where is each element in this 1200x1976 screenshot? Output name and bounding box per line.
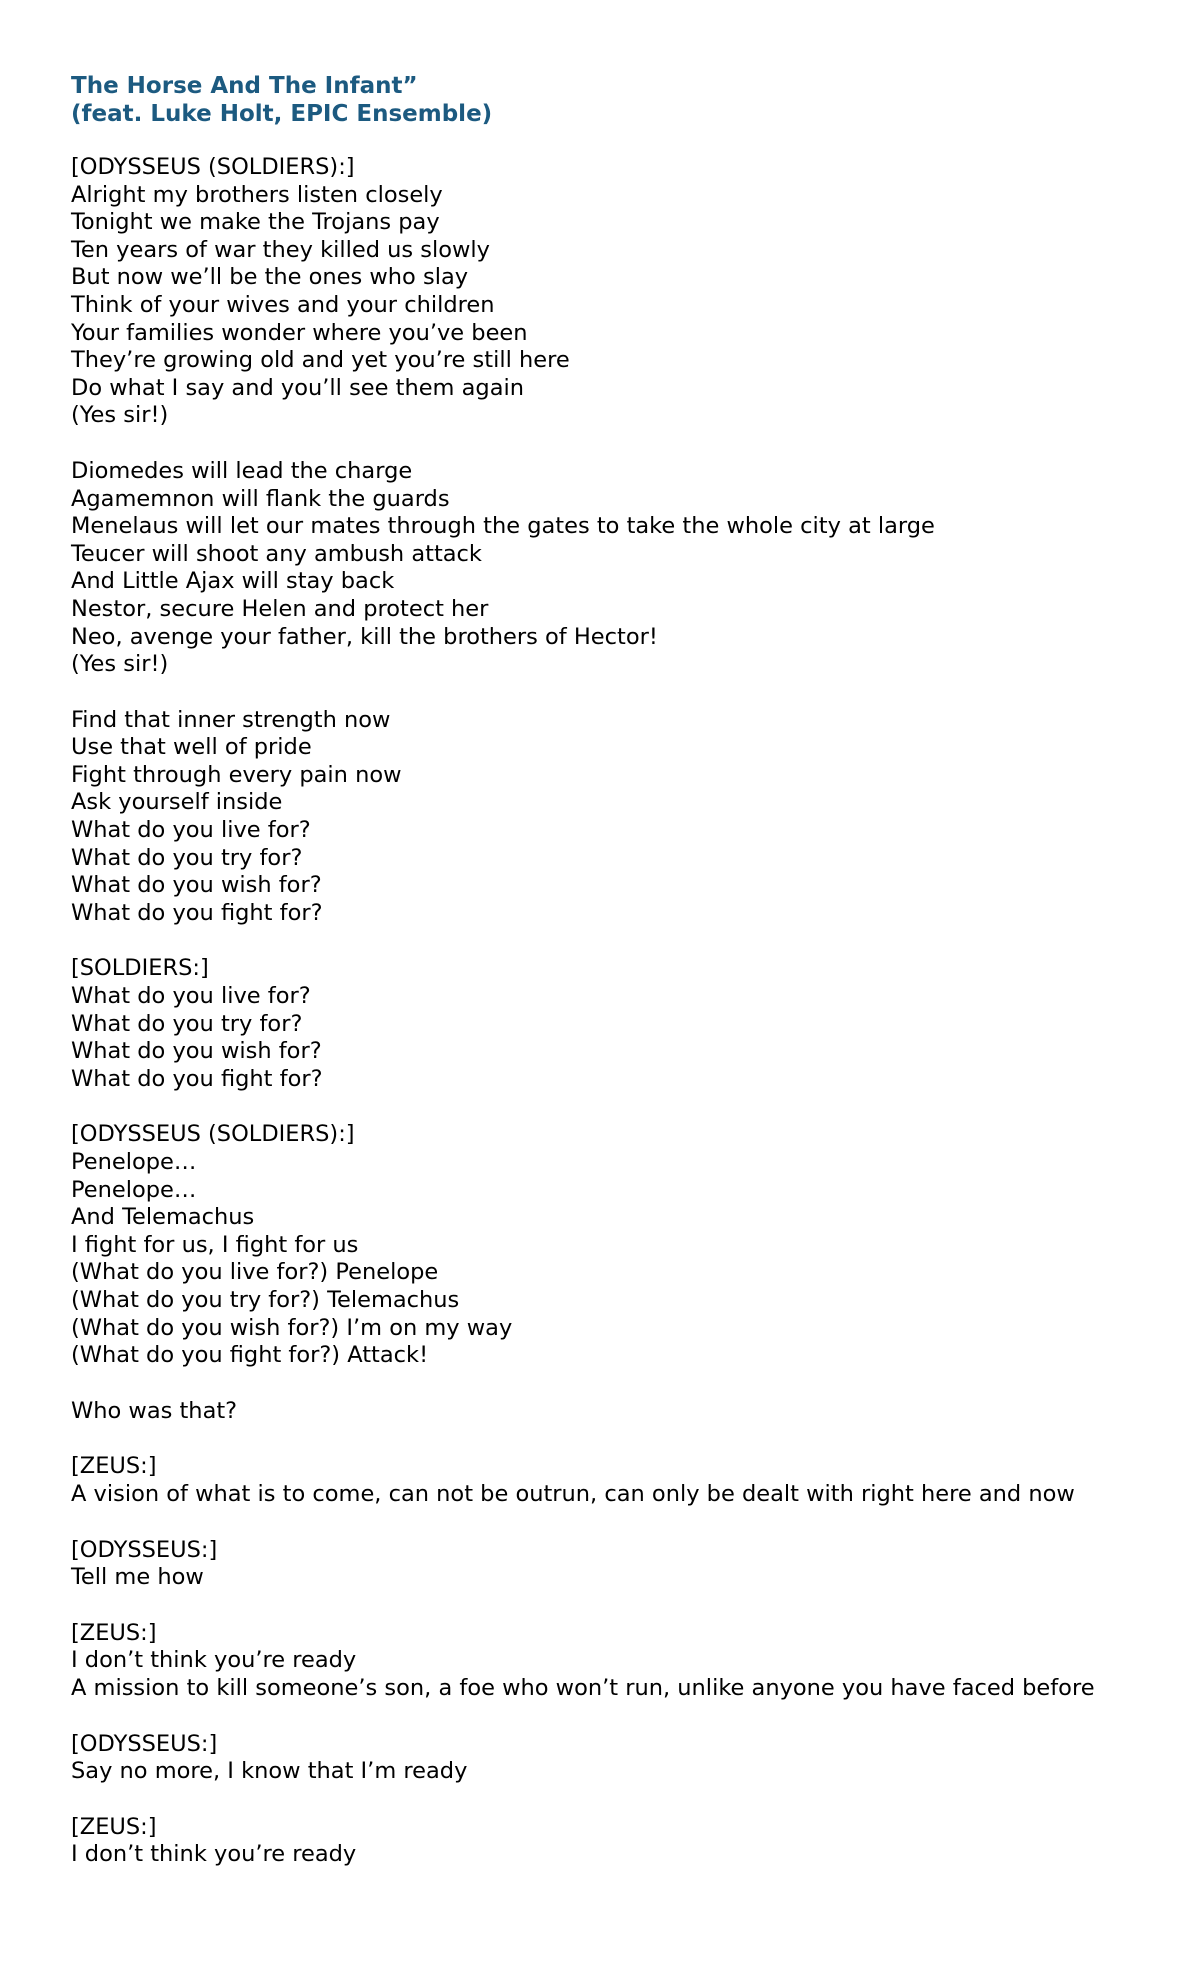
lyric-line: A vision of what is to come, can not be outrun, can only be dealt with right here and now [71,1480,1075,1507]
speaker-tag: [ZEUS:] [71,1453,157,1480]
lyric-line: (What do you wish for?) I’m on my way [71,1314,513,1341]
song-title [71,72,1135,128]
lyric-line: And Little Ajax will stay back [71,568,395,595]
lyric-stanza [71,1620,1135,1703]
lyric-line: Ten years of war they killed us slowly [71,236,490,263]
speaker-tag: [ZEUS:] [71,1619,157,1646]
lyric-line: I fight for us, I fight for us [71,1231,359,1258]
lyric-line: Do what I say and you’ll see them again [71,374,524,401]
lyric-line: What do you fight for? [71,1065,323,1092]
song-title-featuring: (feat. Luke Holt, EPIC Ensemble) [71,101,493,127]
lyric-line: (Yes sir!) [71,651,169,678]
speaker-tag: [SOLDIERS:] [71,955,209,982]
lyric-line: Tell me how [71,1564,204,1591]
lyric-line: What do you try for? [71,844,303,871]
lyric-line: A mission to kill someone’s son, a foe who won’t run, unlike anyone you have faced before [71,1674,1095,1701]
lyric-line: Use that well of pride [71,734,312,761]
lyric-line: Teucer will shoot any ambush attack [71,540,482,567]
lyric-line: (What do you try for?) Telemachus [71,1286,460,1313]
lyric-line: Fight through every pain now [71,761,402,788]
lyric-stanza [71,1121,1135,1369]
lyric-line: What do you wish for? [71,1038,322,1065]
lyric-line: Who was that? [71,1397,238,1424]
lyric-stanza [71,955,1135,1093]
lyric-stanza [71,1398,1135,1426]
lyric-line: Ask yourself inside [71,789,283,816]
lyric-line: They’re growing old and yet you’re still here [71,347,570,374]
lyric-line: Find that inner strength now [71,706,391,733]
document-page [71,72,1135,1869]
lyric-stanza [71,1537,1135,1592]
lyric-line: Menelaus will let our mates through the gates to take the whole city at large [71,513,935,540]
lyric-line: (What do you live for?) Penelope [71,1259,439,1286]
lyric-line: Penelope… [71,1149,197,1175]
speaker-tag: [ZEUS:] [71,1813,157,1840]
lyric-line: What do you fight for? [71,899,323,926]
lyric-stanza [71,1814,1135,1869]
lyrics-body [71,154,1135,1869]
lyric-line: Agamemnon will flank the guards [71,485,450,512]
lyric-line: Think of your wives and your children [71,291,495,318]
lyric-line: Diomedes will lead the charge [71,457,413,484]
lyric-line: And Telemachus [71,1204,255,1231]
speaker-tag: [ODYSSEUS:] [71,1536,218,1563]
lyric-line: (What do you fight for?) Attack! [71,1342,429,1369]
lyric-line: Your families wonder where you’ve been [71,319,528,346]
lyric-line: I don’t think you’re ready [71,1841,357,1868]
speaker-tag: [ODYSSEUS (SOLDIERS):] [71,1121,355,1148]
lyric-line: But now we’ll be the ones who slay [71,264,469,291]
lyric-line: Say no more, I know that I’m ready [71,1758,468,1785]
lyric-stanza [71,707,1135,928]
lyric-line: Tonight we make the Trojans pay [71,209,440,236]
lyric-line: What do you try for? [71,1010,303,1037]
lyric-line: Neo, avenge your father, kill the brothers of Hector! [71,623,658,650]
lyric-stanza [71,1731,1135,1786]
lyric-line: What do you live for? [71,983,311,1010]
lyric-stanza [71,1453,1135,1508]
lyric-line: What do you wish for? [71,872,322,899]
lyric-line: (Yes sir!) [71,402,169,429]
lyric-line: What do you live for? [71,817,311,844]
lyric-line: Nestor, secure Helen and protect her [71,595,489,622]
lyric-line: Penelope… [71,1176,197,1203]
speaker-tag: [ODYSSEUS:] [71,1730,218,1757]
speaker-tag: [ODYSSEUS (SOLDIERS):] [71,154,355,180]
lyric-stanza [71,458,1135,679]
lyric-line: Alright my brothers listen closely [71,181,443,208]
lyric-stanza [71,154,1135,430]
song-title-name: The Horse And The Infant” [71,73,418,99]
lyric-line: I don’t think you’re ready [71,1647,357,1674]
